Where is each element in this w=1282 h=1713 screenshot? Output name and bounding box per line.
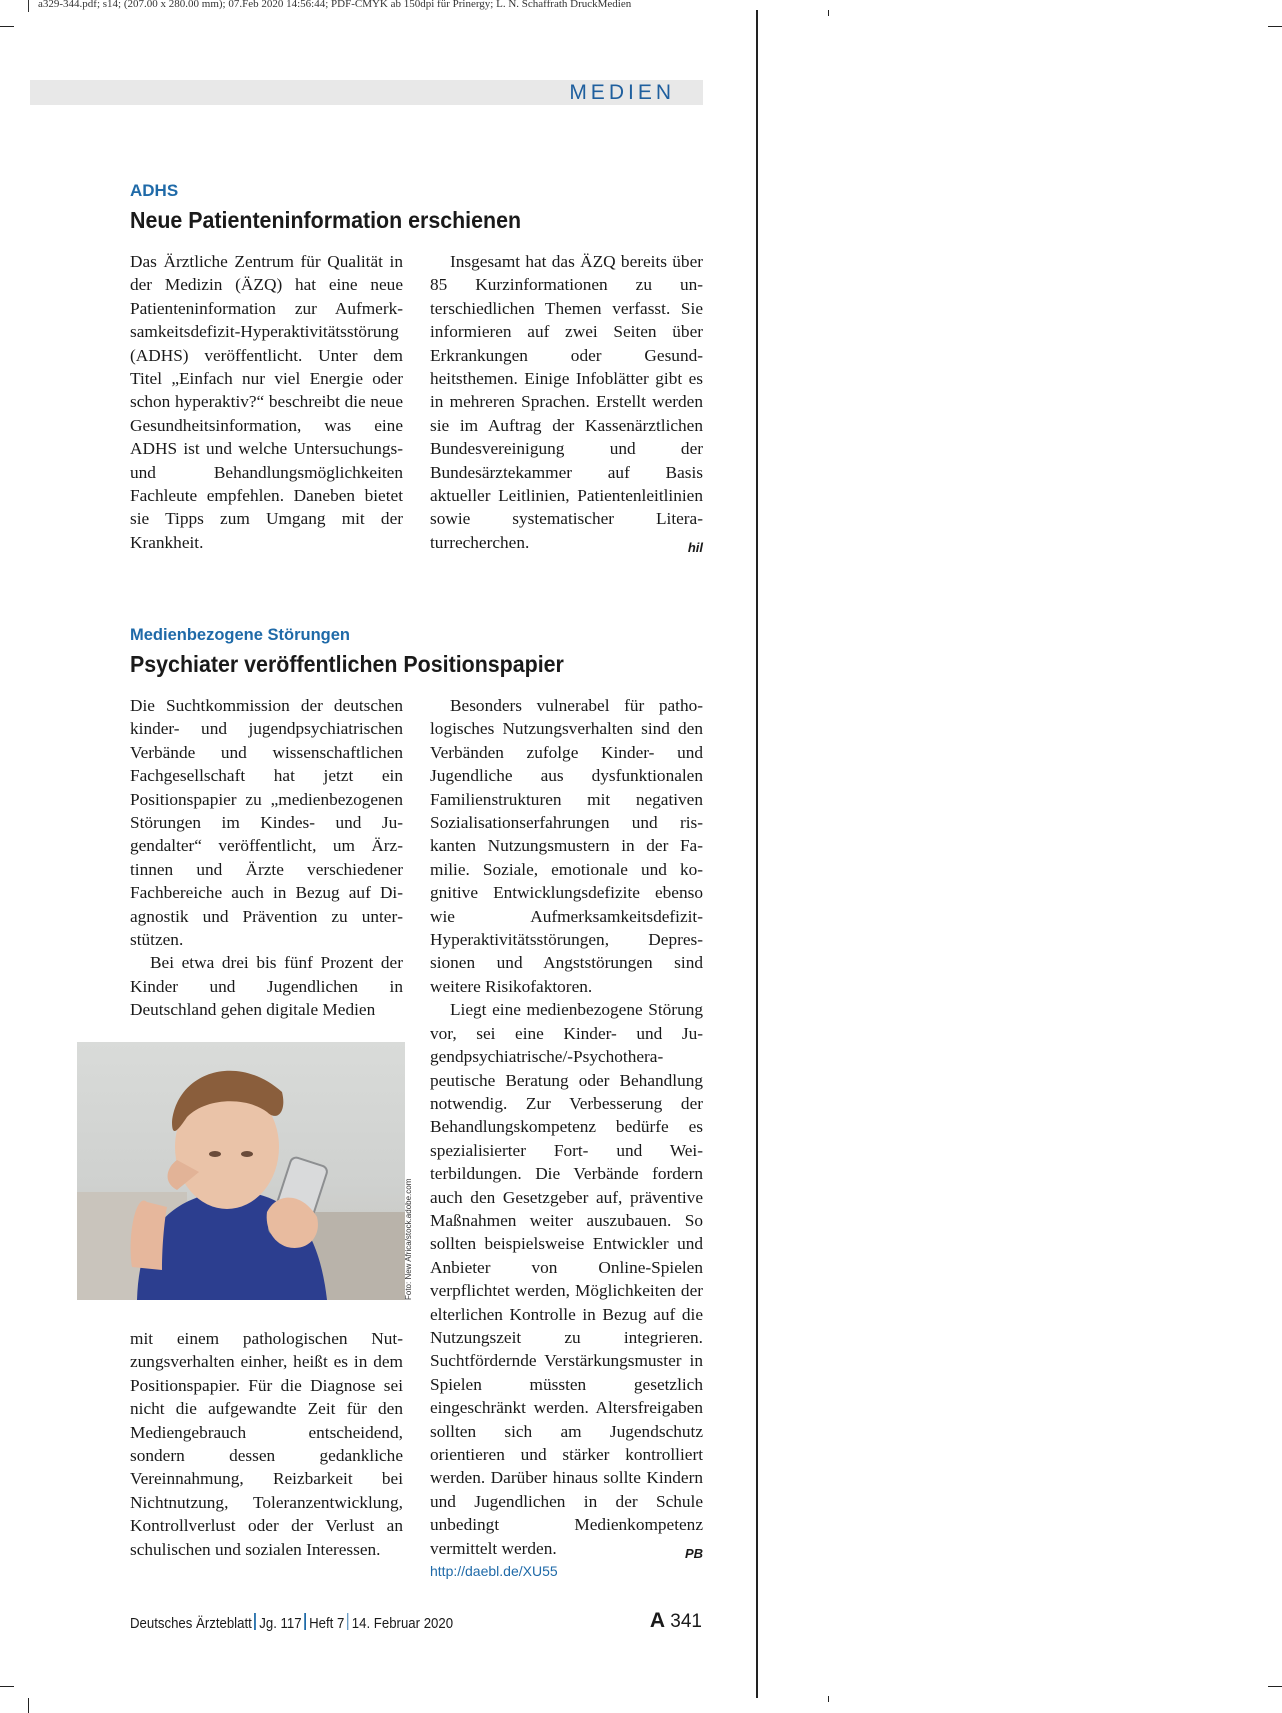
- footer-separator: [254, 1613, 255, 1630]
- section-title: MEDIEN: [569, 81, 675, 104]
- volume: Jg. 117: [259, 1615, 302, 1632]
- article1-paragraph: [430, 250, 703, 554]
- section-band: [30, 80, 703, 105]
- issue: Heft 7: [309, 1615, 345, 1632]
- boy-with-smartphone-image: [77, 1042, 405, 1300]
- crop-mark: [0, 1686, 14, 1687]
- article2-kicker: Medienbezogene Störungen: [130, 626, 351, 644]
- crop-mark: [0, 26, 14, 27]
- article1-paragraph: Das Ärztliche Zentrum für Qualität in der Medizin (ÄZQ) hat eine neue Patienteninformation zur Aufmerksamkeitsdefizit-Hyperaktivitätsstörung (ADHS) veröffentlicht. Unter dem Titel „Einfach nur viel Energie oder schon hyperaktiv?“ beschreibt die neue Gesundheitsinformation, was eine ADHS ist und welche Untersuchungs- und Behandlungsmöglichkeiten Fachleute empfehlen. Daneben bietet sie Tipps zum Umgang mit der Krankheit.: [130, 252, 403, 552]
- article2-link[interactable]: http://daebl.de/XU55: [430, 1563, 558, 1580]
- article2-signature: PB: [684, 1545, 703, 1561]
- photo-credit: Foto: New Africa/stock.adobe.com: [404, 1178, 413, 1300]
- article2-paragraph: [430, 998, 703, 1560]
- article2-headline: Psychiater veröffentlichen Positionspapier: [130, 651, 564, 677]
- article-photo: [77, 1042, 405, 1300]
- article2-paragraph: Die Suchtkommission der deutschen kinder- und jugendpsychiatrischen Verbände und wissenschaftlichen Fachgesellschaft hat jetzt ein Positionspapier zu „medienbezogenen Störungen im Kindes- und Jugendalter“ veröffentlicht, um Ärztinnen und Ärzte verschiedener Fachbereiche auch in Bezug auf Diagnostik und Prävention zu unterstützen.: [130, 696, 403, 950]
- footer-separator: [347, 1613, 348, 1630]
- article2-column-right: [430, 694, 703, 1583]
- journal-name: Deutsches Ärzteblatt: [130, 1615, 252, 1632]
- article1-signature: hil: [687, 539, 703, 555]
- article2-paragraph: Besonders vulnerabel für pathologisches Nutzungsverhalten sind den Verbänden zufolge Kinder- und Jugendliche aus dysfunktionalen Familienstrukturen mit negativen Sozialisationserfahrungen und riskanten Nutzungsmustern in der Familie. Soziale, emotionale und kognitive Entwicklungsdefizite ebenso wie Aufmerksamkeitsdefizit-Hyperaktivitätsstörungen, Depressionen und Angststörungen sind weitere Risikofaktoren.: [430, 696, 703, 996]
- crop-mark: [828, 1696, 829, 1702]
- article1-headline: Neue Patienteninformation erschienen: [130, 207, 522, 233]
- article2-text: Liegt eine medienbezogene Störung vor, sei eine Kinder- und Jugendpsychiatrische/-Psychotherapeutische Beratung oder Behandlung notwendig. Zur Verbesserung der Behandlungskompetenz bedürfe es spezialisierter Fort- und Weiterbildungen. Die Verbände fordern auch den Gesetzgeber auf, präventive Maßnahmen weiter auszubauen. So sollten beispielsweise Entwickler und Anbieter von Online-Spielen verpflichtet werden, Möglichkeiten der elterlichen Kontrolle in Bezug auf die Nutzungszeit zu integrieren. Suchtfördernde Verstärkungsmuster in Spielen müssten gesetzlich eingeschränkt werden. Altersfreigaben sollten sich am Jugendschutz orientieren und stärker kontrolliert werden. Darüber hinaus sollte Kindern und Jugendlichen in der Schule unbedingt Medienkompetenz vermittelt werden.: [430, 1000, 703, 1558]
- article1-column-left: [130, 250, 403, 554]
- article1-column-right: [430, 250, 703, 559]
- print-slug: a329-344.pdf; s14; (207.00 x 280.00 mm); 07.Feb 2020 14:56:44; PDF-CMYK ab 150dpi für Prinergy; L. N. Schaffrath DruckMedien: [38, 0, 632, 10]
- article2-paragraph: Bei etwa drei bis fünf Prozent der Kinder und Jugendlichen in Deutschland gehen digitale Medien: [130, 953, 403, 1020]
- article1-kicker: ADHS: [130, 181, 179, 200]
- page-number: [650, 1609, 702, 1633]
- crop-mark: [828, 10, 829, 16]
- article2-column-left-top: [130, 694, 403, 1022]
- article2-column-left-bottom: [130, 1327, 403, 1561]
- footer-separator: [304, 1613, 305, 1630]
- page-number-value: 341: [670, 1611, 702, 1632]
- issue-date: 14. Februar 2020: [351, 1615, 454, 1632]
- slug-rule: [28, 0, 29, 12]
- article1-text: Insgesamt hat das ÄZQ bereits über 85 Kurzinformationen zu unterschiedlichen Themen verfasst. Sie informieren auf zwei Seiten über Erkrankungen oder Gesundheitsthemen. Einige Infoblätter gibt es in mehreren Sprachen. Erstellt werden sie im Auftrag der Kassenärztlichen Bundesvereinigung und der Bundesärztekammer auf Basis aktueller Leitlinien, Patientenleitlinien sowie systematischer Literaturrecherchen.: [430, 252, 703, 552]
- crop-mark: [1268, 1686, 1282, 1687]
- page-footer: [130, 1613, 453, 1632]
- article2-paragraph: mit einem pathologischen Nutzungsverhalten einher, heißt es in dem Positionspapier. Für die Diagnose sei nicht die aufgewandte Zeit für den Mediengebrauch entscheidend, sondern dessen gedankliche Vereinnahmung, Reizbarkeit bei Nichtnutzung, Toleranzentwicklung, Kontrollverlust oder der Verlust an schulischen und sozialen Interessen.: [130, 1329, 403, 1559]
- page-edge-rule: [756, 10, 758, 1698]
- crop-mark: [28, 1698, 29, 1713]
- crop-mark: [1268, 26, 1282, 27]
- page-prefix: A: [649, 1609, 666, 1632]
